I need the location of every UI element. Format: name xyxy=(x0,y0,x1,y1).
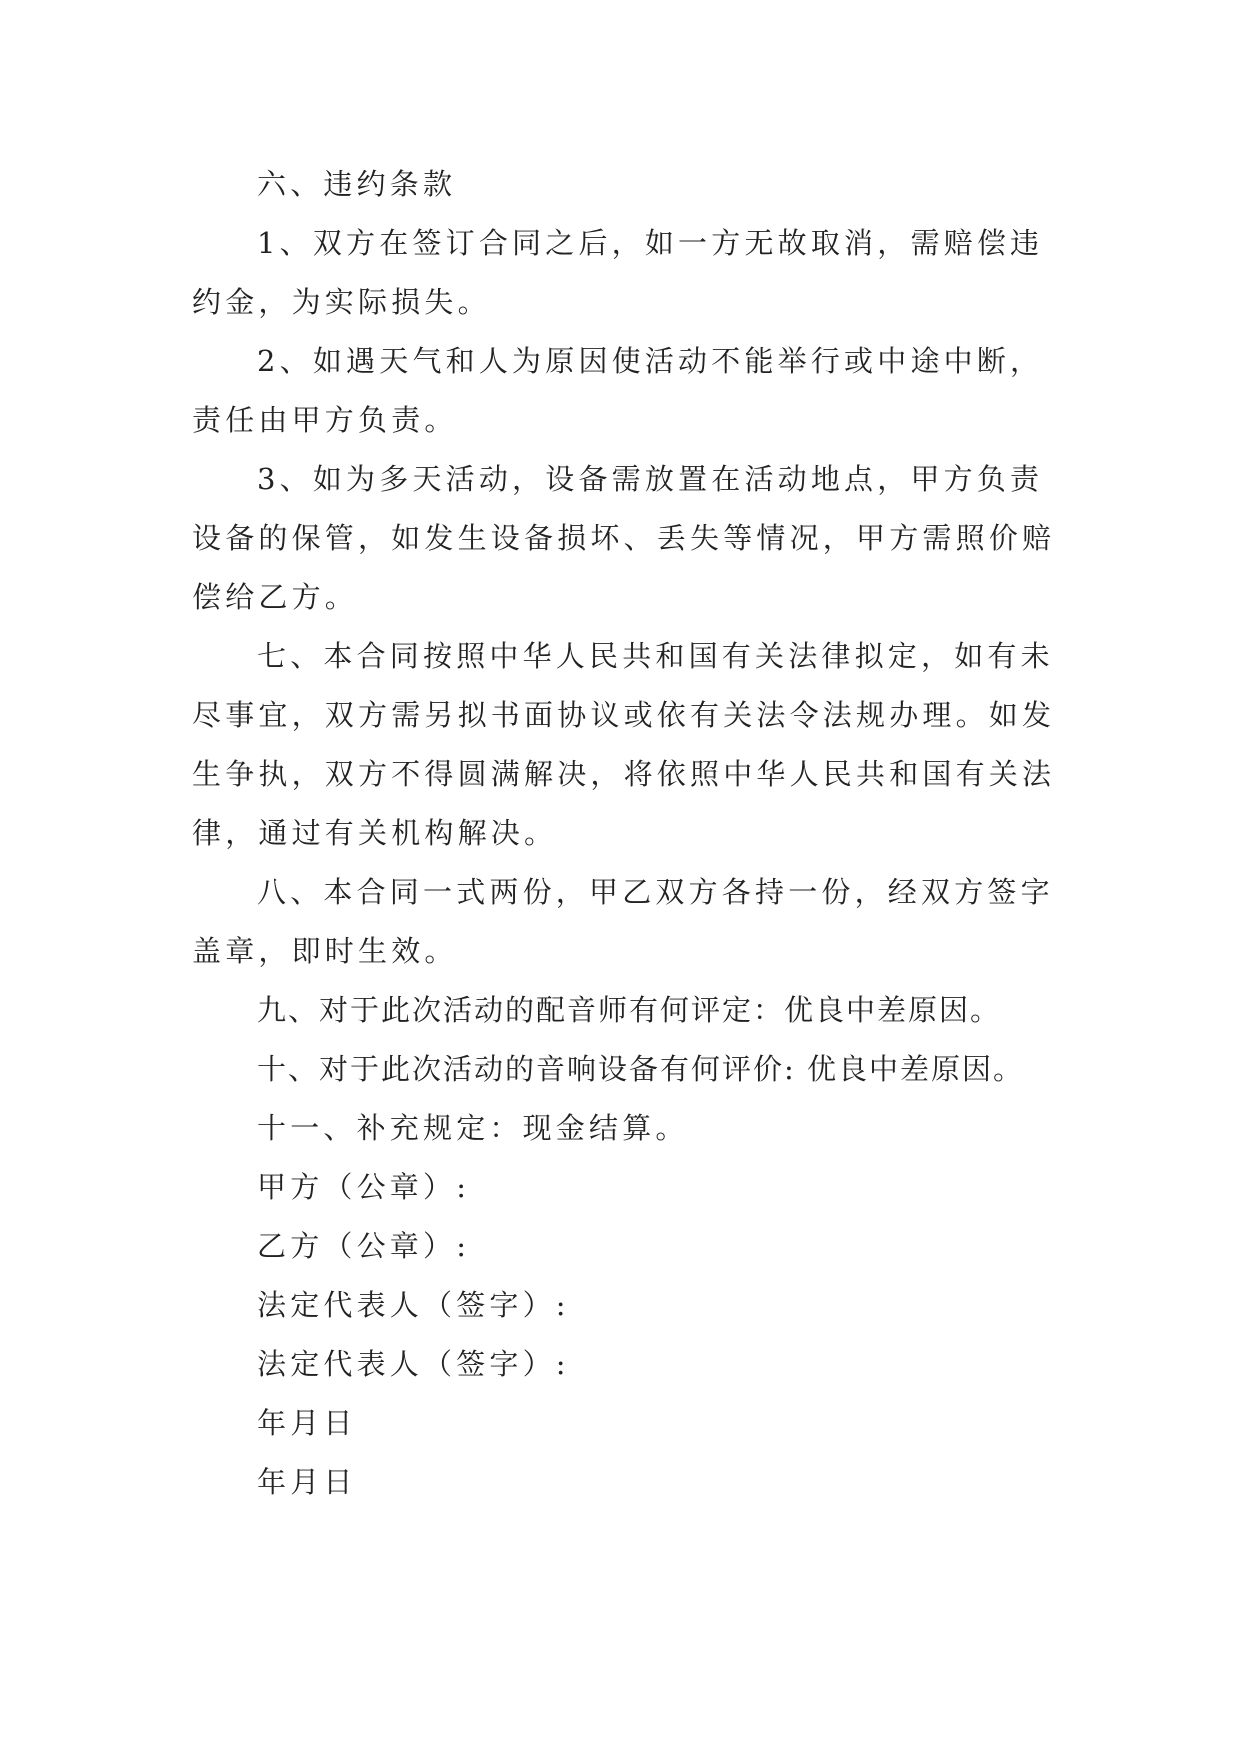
date-line-2: 年月日 xyxy=(257,1465,357,1499)
clause-3: 3、如为多天活动，设备需放置在活动地点，甲方负责设备的保管，如发生设备损坏、丢失等情况，甲方需照价赔偿给乙方。 xyxy=(192,462,1056,614)
section-7: 七、本合同按照中华人民共和国有关法律拟定，如有未尽事宜，双方需另拟书面协议或依有关法令法规办理。如发生争执，双方不得圆满解决，将依照中华人民共和国有关法律，通过有关机构解决。 xyxy=(192,639,1056,850)
legal-representative-2: 法定代表人（签字）: xyxy=(257,1347,570,1381)
document-body xyxy=(192,155,1064,1512)
date-line-1: 年月日 xyxy=(257,1406,357,1440)
clause-1: 1、双方在签订合同之后，如一方无故取消，需赔偿违约金，为实际损失。 xyxy=(192,226,1044,319)
section-6-heading: 六、违约条款 xyxy=(257,167,457,201)
section-8: 八、本合同一式两份，甲乙双方各持一份，经双方签字盖章，即时生效。 xyxy=(192,875,1054,968)
legal-representative-1: 法定代表人（签字）: xyxy=(257,1288,570,1322)
section-9: 九、对于此次活动的配音师有何评定：优良中差原因。 xyxy=(257,993,1002,1027)
party-a-seal: 甲方（公章）: xyxy=(257,1170,471,1204)
section-11: 十一、补充规定：现金结算。 xyxy=(257,1111,689,1145)
section-10: 十、对于此次活动的音响设备有何评价: 优良中差原因。 xyxy=(257,1052,1024,1086)
party-b-seal: 乙方（公章）: xyxy=(257,1229,471,1263)
clause-2: 2、如遇天气和人为原因使活动不能举行或中途中断，责任由甲方负责。 xyxy=(192,344,1044,437)
